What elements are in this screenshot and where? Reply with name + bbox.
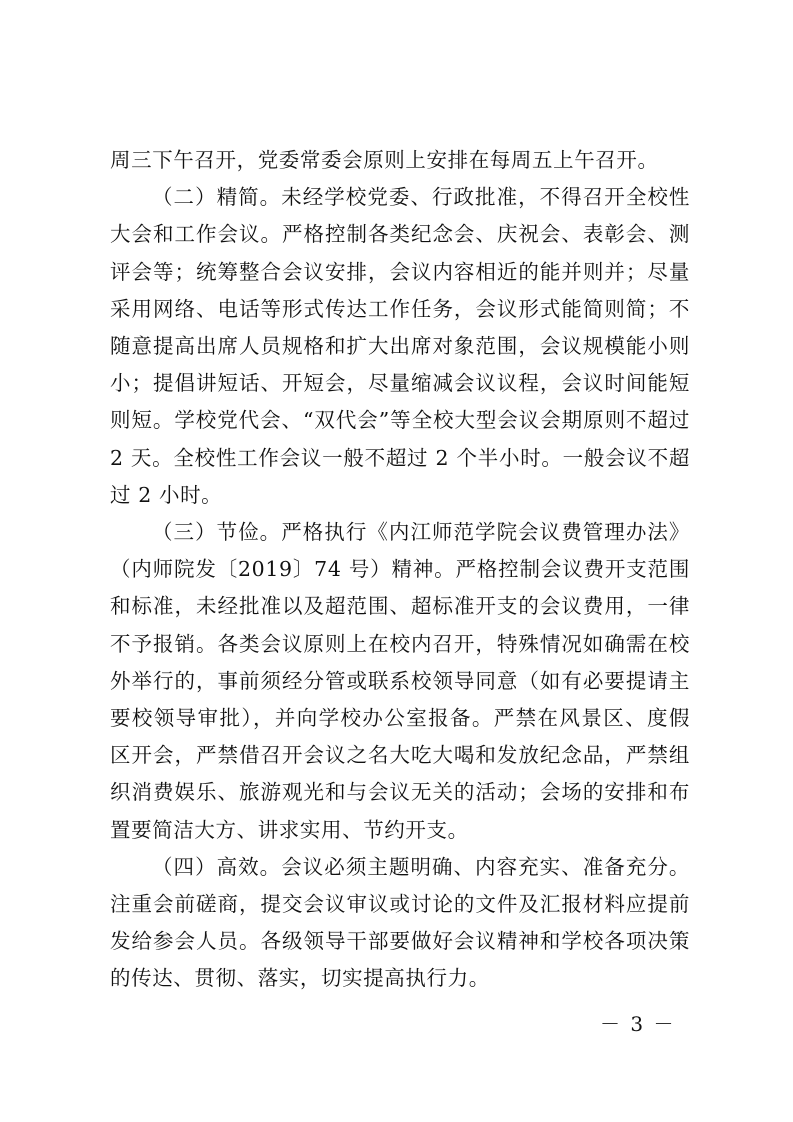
page-number: － 3 － xyxy=(600,1012,676,1036)
document-body xyxy=(110,142,690,998)
paragraph-efficiency: （四）高效。会议必须主题明确、内容充实、准备充分。注重会前磋商，提交会议审议或讨论的文件及汇报材料应提前发给参会人员。各级领导干部要做好会议精神和学校各项决策的传达、贯彻、落实，切实提高执行力。 xyxy=(110,854,690,991)
paragraph-continuation: 周三下午召开，党委常委会原则上安排在每周五上午召开。 xyxy=(110,148,659,172)
paragraph-frugality: （三）节俭。严格执行《内江师范学院会议费管理办法》（内师院发〔2019〕74 号）精神。严格控制会议费开支范围和标准，未经批准以及超范围、超标准开支的会议费用，一律不予报销。各类会议原则上在校内召开，特殊情况如确需在校外举行的，事前须经分管或联系校领导同意（如有必要提请主要校领导审批），并向学校办公室报备。严禁在风景区、度假区开会，严禁借召开会议之名大吃大喝和发放纪念品，严禁组织消费娱乐、旅游观光和与会议无关的活动；会场的安排和布置要简洁大方、讲求实用、节约开支。 xyxy=(110,520,690,842)
paragraph-simplicity: （二）精简。未经学校党委、行政批准，不得召开全校性大会和工作会议。严格控制各类纪念会、庆祝会、表彰会、测评会等；统筹整合会议安排，会议内容相近的能并则并；尽量采用网络、电话等形式传达工作任务，会议形式能简则简；不随意提高出席人员规格和扩大出席对象范围，会议规模能小则小；提倡讲短话、开短会，尽量缩减会议议程，会议时间能短则短。学校党代会、“双代会”等全校大型会议会期原则不超过 2 天。全校性工作会议一般不超过 2 个半小时。一般会议不超过 2 小时。 xyxy=(110,185,690,507)
